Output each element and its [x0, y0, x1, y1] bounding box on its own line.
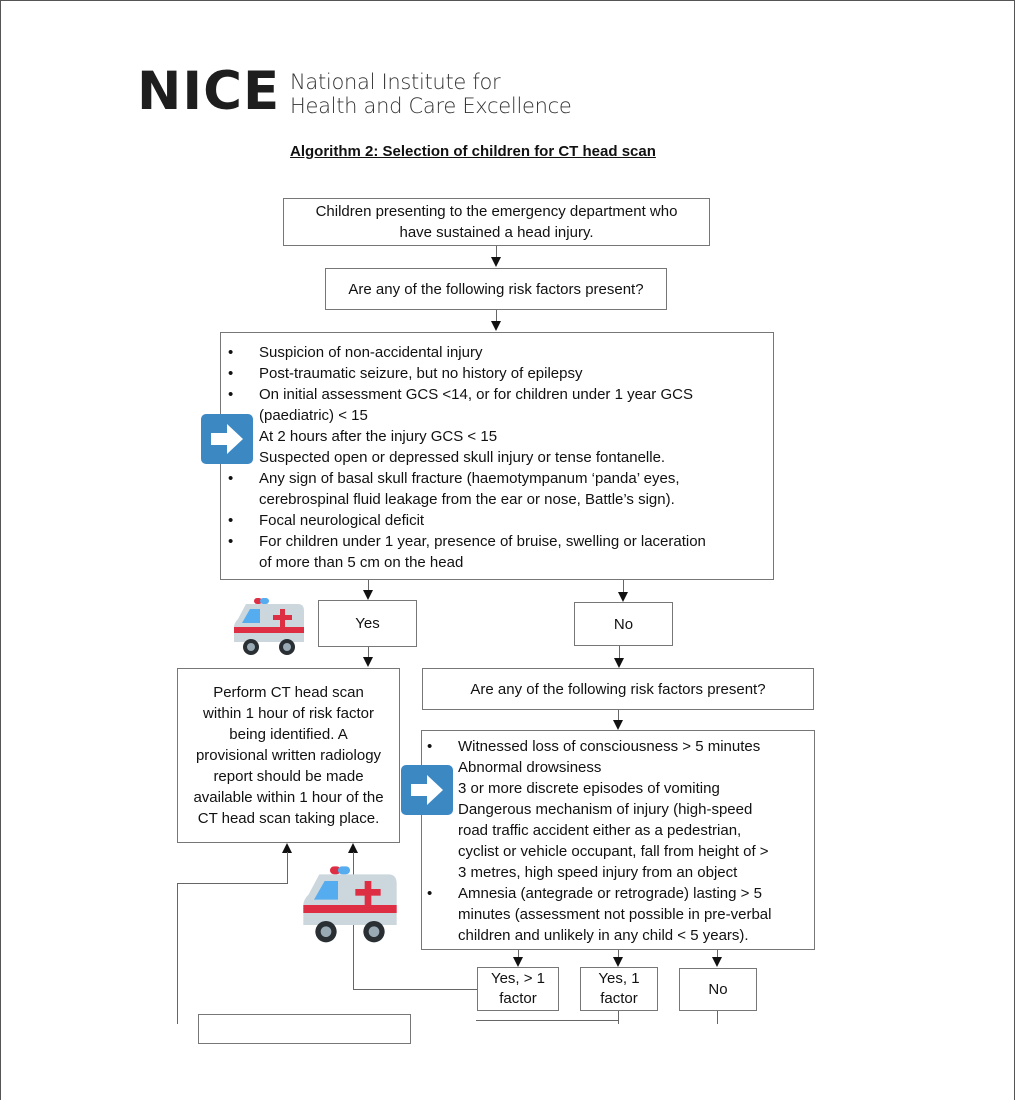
connector: [619, 646, 620, 658]
logo-line-2: Health and Care Excellence: [290, 94, 572, 118]
risk-factor-text: (paediatric) < 15: [259, 407, 368, 424]
no-box-1: [574, 602, 673, 646]
risk-factor-item: [422, 820, 814, 841]
ct-line: being identified. A: [229, 726, 348, 743]
risk-factor-item: [223, 405, 773, 426]
ambulance-emoji-icon: [300, 865, 400, 945]
risk-factor-text: At 2 hours after the injury GCS < 15: [259, 428, 498, 445]
risk-factor-item: [223, 447, 773, 468]
outcome-line: Yes, > 1: [490, 970, 546, 987]
risk-factor-text: Post-traumatic seizure, but no history of epilepsy: [259, 365, 583, 382]
risk-factor-text: Witnessed loss of consciousness > 5 minutes: [458, 738, 761, 755]
risk-factor-text: cyclist or vehicle occupant, fall from height of >: [458, 843, 769, 860]
yes-box-1: [318, 600, 417, 647]
risk-factor-text: Any sign of basal skull fracture (haemotympanum ‘panda’ eyes,: [259, 470, 680, 487]
risk-factor-item: [422, 799, 814, 820]
perform-ct-box: [177, 668, 400, 843]
arrow-down-icon: [491, 257, 501, 267]
question-1-text: Are any of the following risk factors present?: [348, 280, 644, 298]
arrow-down-icon: [613, 720, 623, 730]
risk-factor-item: [422, 904, 814, 925]
right-arrow-emoji-icon: [201, 414, 253, 464]
ct-line: CT head scan taking place.: [197, 810, 380, 827]
connector: [353, 989, 477, 990]
connector: [368, 647, 369, 657]
risk-factors-box-2: [421, 730, 815, 950]
question-box-1: [325, 268, 667, 310]
risk-factor-item: [422, 757, 814, 778]
arrow-down-icon: [613, 957, 623, 967]
arrow-down-icon: [491, 321, 501, 331]
risk-factor-text: Suspected open or depressed skull injury or tense fontanelle.: [259, 449, 666, 466]
connector: [177, 883, 288, 884]
risk-factor-item: [223, 363, 773, 384]
ct-line: report should be made: [213, 768, 364, 785]
risk-factor-item: [422, 925, 814, 946]
right-arrow-emoji-icon: [401, 765, 453, 815]
risk-factor-item: [223, 552, 773, 573]
risk-factor-item: [223, 426, 773, 447]
no-box-2: [679, 968, 757, 1011]
risk-factor-item: [223, 468, 773, 489]
risk-factor-item: [223, 384, 773, 405]
risk-factors-list-2: [422, 736, 814, 946]
connector: [623, 580, 624, 592]
question-2-text: Are any of the following risk factors present?: [470, 680, 766, 698]
risk-factor-item: [422, 841, 814, 862]
risk-factor-text: Amnesia (antegrade or retrograde) lasting > 5: [458, 885, 762, 902]
risk-factor-item: [223, 342, 773, 363]
risk-factors-list-1: [223, 342, 773, 573]
arrow-down-icon: [363, 657, 373, 667]
risk-factor-text: Focal neurological deficit: [259, 512, 425, 529]
no-label-1: No: [613, 615, 634, 633]
risk-factor-text: Suspicion of non-accidental injury: [259, 344, 483, 361]
nice-logo-mark: NICE: [137, 61, 281, 122]
connector: [177, 883, 178, 1024]
connector: [476, 1020, 618, 1021]
start-line-2: have sustained a head injury.: [399, 224, 594, 241]
outcome-line: factor: [499, 990, 537, 1007]
risk-factor-item: [422, 736, 814, 757]
yes-one-factor-box: [580, 967, 658, 1011]
page-title: Algorithm 2: Selection of children for CT head scan: [290, 143, 656, 160]
start-box: [283, 198, 710, 246]
ambulance-emoji-icon: [232, 597, 306, 657]
connector: [368, 580, 369, 590]
next-step-box: [198, 1014, 411, 1044]
arrow-down-icon: [614, 658, 624, 668]
ct-line: provisional written radiology: [195, 747, 382, 764]
arrow-down-icon: [618, 592, 628, 602]
risk-factor-text: Abnormal drowsiness: [458, 759, 602, 776]
risk-factor-text: On initial assessment GCS <14, or for children under 1 year GCS: [259, 386, 693, 403]
risk-factor-item: [223, 510, 773, 531]
connector: [618, 1011, 619, 1024]
yes-more-than-one-factor-box: [477, 967, 559, 1011]
risk-factor-text: For children under 1 year, presence of bruise, swelling or laceration: [259, 533, 706, 550]
question-box-2: [422, 668, 814, 710]
risk-factor-item: [422, 883, 814, 904]
risk-factor-item: [422, 778, 814, 799]
risk-factor-item: [422, 862, 814, 883]
risk-factor-item: [223, 489, 773, 510]
risk-factor-item: [223, 531, 773, 552]
risk-factor-text: children and unlikely in any child < 5 years).: [458, 927, 749, 944]
arrow-down-icon: [363, 590, 373, 600]
risk-factor-text: road traffic accident either as a pedestrian,: [458, 822, 742, 839]
risk-factor-text: Dangerous mechanism of injury (high-speed: [458, 801, 753, 818]
logo-line-1: National Institute for: [290, 70, 501, 94]
connector: [717, 1011, 718, 1024]
outcome-line: Yes, 1: [598, 970, 640, 987]
connector: [287, 852, 288, 883]
risk-factor-text: of more than 5 cm on the head: [259, 554, 464, 571]
arrow-down-icon: [513, 957, 523, 967]
risk-factor-text: 3 or more discrete episodes of vomiting: [458, 780, 720, 797]
arrow-down-icon: [712, 957, 722, 967]
risk-factor-text: cerebrospinal fluid leakage from the ear or nose, Battle’s sign).: [259, 491, 675, 508]
risk-factor-text: 3 metres, high speed injury from an object: [458, 864, 738, 881]
start-line-1: Children presenting to the emergency department who: [315, 203, 678, 220]
ct-line: Perform CT head scan: [213, 684, 364, 701]
risk-factors-box-1: [220, 332, 774, 580]
ct-line: available within 1 hour of the: [193, 789, 384, 806]
risk-factor-text: minutes (assessment not possible in pre-verbal: [458, 906, 772, 923]
no-label-2: No: [708, 981, 728, 998]
outcome-line: factor: [600, 990, 638, 1007]
nice-logo-text: [290, 70, 571, 118]
yes-label-1: Yes: [355, 615, 380, 632]
ct-line: within 1 hour of risk factor: [203, 705, 374, 722]
